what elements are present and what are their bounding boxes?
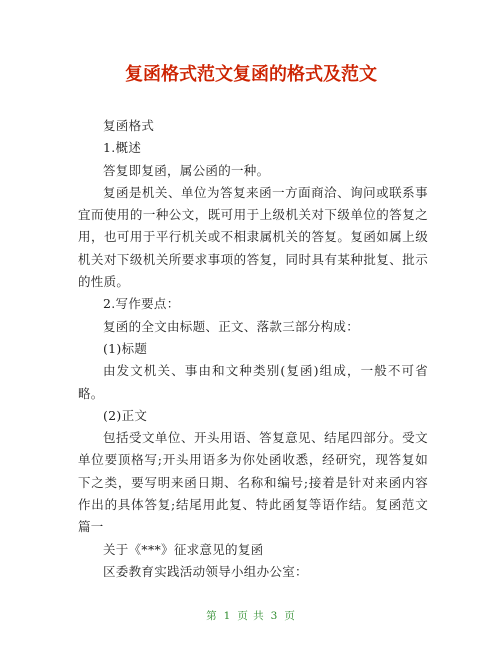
footer-prefix: 第 [206,610,218,622]
footer-suffix: 页 [284,610,296,622]
paragraph: (1)标题 [103,340,148,356]
current-page-number: 1 [223,610,232,622]
paragraph: (2)正文 [103,407,148,423]
document-title: 复函格式范文复函的格式及范文 [125,64,377,85]
document-body [78,115,428,583]
paragraph: 1.概述 [103,140,142,156]
paragraph: 复函是机关、单位为答复来函一方面商洽、询问或联系事宜而使用的一种公文，既可用于上级机关对下级单位的答复之用，也可用于平行机关或不相隶属机关的答复。复函如属上级机关对下级机关所要求事项的答复，同时具有某种批复、批示的性质。 [78,184,428,290]
paragraph: 关于《***》征求意见的复函 [103,541,264,557]
paragraph: 复函的全文由标题、正文、落款三部分构成： [103,318,360,334]
paragraph: 2.写作要点： [103,296,180,312]
paragraph: 答复即复函，属公函的一种。 [103,162,270,178]
paragraph: 区委教育实践活动领导小组办公室： [103,563,308,579]
page-footer [0,609,502,623]
footer-middle: 页 共 [237,610,265,622]
paragraph: 复函格式 [103,118,155,133]
total-pages-number: 3 [270,610,279,622]
paragraph: 包括受文单位、开头用语、答复意见、结尾四部分。受文单位要顶格写;开头用语多为你处函收悉，经研究，现答复如下之类，要写明来函日期、名称和编号;接着是针对来函内容作出的具体答复;结尾用此复、特此函复等语作结。复函范文篇一 [78,430,428,535]
paragraph: 由发文机关、事由和文种类别(复函)组成，一般不可省略。 [78,363,428,401]
